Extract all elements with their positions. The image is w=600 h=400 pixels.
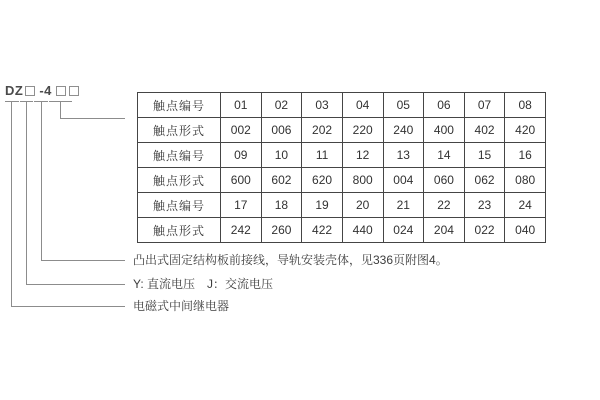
leader-hline-voltage xyxy=(26,284,125,285)
leader-vline-mounting xyxy=(41,101,42,260)
table-cell: 07 xyxy=(464,93,505,118)
table-cell: 02 xyxy=(261,93,302,118)
table-cell: 22 xyxy=(424,193,465,218)
row-label: 触点编号 xyxy=(138,143,221,168)
table-cell: 600 xyxy=(221,168,262,193)
table-cell: 422 xyxy=(302,218,343,243)
table-cell: 220 xyxy=(342,118,383,143)
table-cell: 004 xyxy=(383,168,424,193)
table-cell: 01 xyxy=(221,93,262,118)
row-label: 触点编号 xyxy=(138,193,221,218)
contact-code-table xyxy=(137,92,546,243)
table-cell: 062 xyxy=(464,168,505,193)
table-cell: 040 xyxy=(505,218,546,243)
leader-vline-relay-type xyxy=(11,101,12,306)
table-cell: 15 xyxy=(464,143,505,168)
table-cell: 602 xyxy=(261,168,302,193)
table-cell: 05 xyxy=(383,93,424,118)
table-cell: 024 xyxy=(383,218,424,243)
table-row xyxy=(138,118,546,143)
table-cell: 04 xyxy=(342,93,383,118)
leader-hline-relay-type xyxy=(11,306,125,307)
table-row xyxy=(138,193,546,218)
table-cell: 022 xyxy=(464,218,505,243)
annotation-voltage: Y: 直流电压 J：交流电压 xyxy=(133,277,274,291)
table-cell: 16 xyxy=(505,143,546,168)
table-cell: 24 xyxy=(505,193,546,218)
table-row xyxy=(138,168,546,193)
table-cell: 12 xyxy=(342,143,383,168)
tick-bar-prefix xyxy=(5,101,19,102)
table-cell: 21 xyxy=(383,193,424,218)
table-cell: 13 xyxy=(383,143,424,168)
annotation-mounting: 凸出式固定结构板前接线，导轨安装壳体，见336页附图4。 xyxy=(133,253,448,267)
table-cell: 620 xyxy=(302,168,343,193)
row-label: 触点编号 xyxy=(138,93,221,118)
table-cell: 800 xyxy=(342,168,383,193)
table-cell: 23 xyxy=(464,193,505,218)
table-cell: 202 xyxy=(302,118,343,143)
table-cell: 002 xyxy=(221,118,262,143)
model-placeholder-box-voltage xyxy=(25,86,35,96)
row-label: 触点形式 xyxy=(138,168,221,193)
row-label: 触点形式 xyxy=(138,218,221,243)
table-cell: 006 xyxy=(261,118,302,143)
model-series: -4 xyxy=(39,83,52,98)
contact-table-body xyxy=(138,93,546,243)
model-prefix: DZ xyxy=(5,83,24,98)
table-cell: 11 xyxy=(302,143,343,168)
row-label: 触点形式 xyxy=(138,118,221,143)
table-cell: 20 xyxy=(342,193,383,218)
table-row xyxy=(138,218,546,243)
table-cell: 19 xyxy=(302,193,343,218)
table-cell: 10 xyxy=(261,143,302,168)
table-cell: 06 xyxy=(424,93,465,118)
table-cell: 240 xyxy=(383,118,424,143)
table-cell: 060 xyxy=(424,168,465,193)
leader-vline-contact-table xyxy=(60,101,61,118)
table-cell: 08 xyxy=(505,93,546,118)
leader-hline-mounting xyxy=(41,260,125,261)
table-cell: 242 xyxy=(221,218,262,243)
table-row xyxy=(138,143,546,168)
table-cell: 18 xyxy=(261,193,302,218)
table-cell: 080 xyxy=(505,168,546,193)
table-cell: 440 xyxy=(342,218,383,243)
leader-vline-voltage xyxy=(26,101,27,284)
model-placeholder-box-contact-2 xyxy=(69,86,79,96)
table-cell: 400 xyxy=(424,118,465,143)
table-cell: 260 xyxy=(261,218,302,243)
model-placeholder-box-contact-1 xyxy=(56,86,66,96)
table-cell: 420 xyxy=(505,118,546,143)
table-cell: 204 xyxy=(424,218,465,243)
model-designation xyxy=(5,83,79,98)
table-cell: 14 xyxy=(424,143,465,168)
table-cell: 402 xyxy=(464,118,505,143)
leader-hline-contact-table xyxy=(60,118,125,119)
table-row xyxy=(138,93,546,118)
annotation-relay-type: 电磁式中间继电器 xyxy=(133,299,230,313)
table-cell: 17 xyxy=(221,193,262,218)
table-cell: 09 xyxy=(221,143,262,168)
table-cell: 03 xyxy=(302,93,343,118)
